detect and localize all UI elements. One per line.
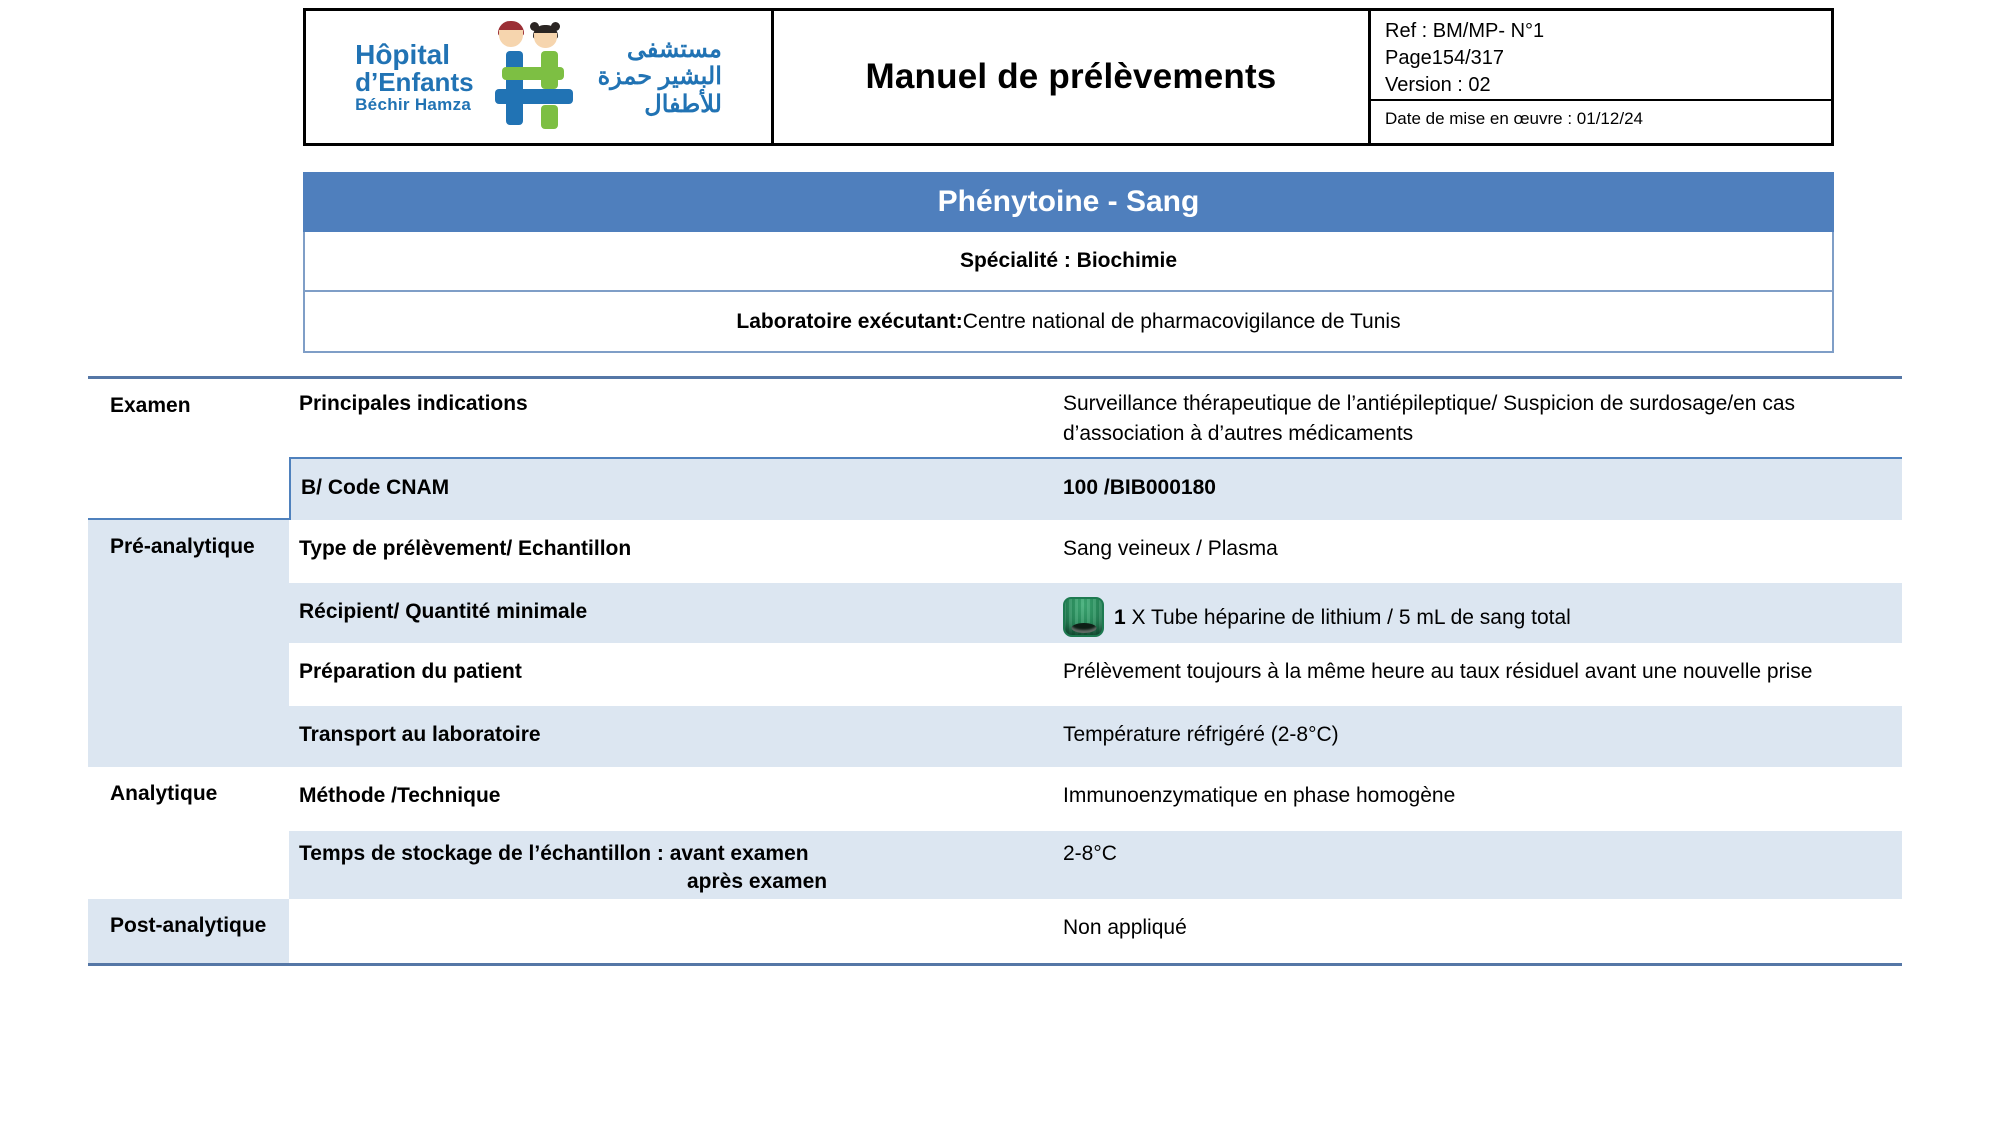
monogram-blue-horizontal-bar <box>495 89 573 104</box>
hospital-name-arabic <box>598 36 722 119</box>
page-number: Page154/317 <box>1385 47 1505 69</box>
row-label-type-prelevement: Type de prélèvement/ Echantillon <box>289 520 1055 583</box>
hospital-children-monogram-icon <box>486 21 586 133</box>
row-label-methode: Méthode /Technique <box>289 767 1055 831</box>
hospital-logo <box>306 11 774 143</box>
row-value-methode: Immunoenzymatique en phase homogène <box>1055 767 1902 831</box>
row-value-code-cnam: 100 /BIB000180 <box>1055 457 1902 520</box>
row-label-post <box>289 899 1055 963</box>
hospital-name-french <box>355 38 474 114</box>
green-heparin-tube-cap-icon <box>1063 597 1104 637</box>
tube-description: X Tube héparine de lithium / 5 mL de sang total <box>1125 605 1571 629</box>
group-pre-analytique: Pré-analytique <box>88 520 289 767</box>
logo-arabic-line-1: مستشفى <box>626 35 722 63</box>
row-label-recipient: Récipient/ Quantité minimale <box>289 583 1055 643</box>
group-analytique: Analytique <box>88 767 289 899</box>
executing-lab-row <box>303 292 1834 353</box>
logo-arabic-line-3: للأطفال <box>644 90 722 118</box>
boy-face-icon <box>499 30 523 47</box>
reference-top <box>1371 11 1831 101</box>
row-value-preparation: Prélèvement toujours à la même heure au taux résiduel avant une nouvelle prise <box>1055 643 1902 706</box>
logo-line-3: Béchir Hamza <box>355 94 472 114</box>
speciality-row <box>303 232 1834 292</box>
tube-count: 1 <box>1114 605 1126 629</box>
row-value-indications: Surveillance thérapeutique de l’antiépileptique/ Suspicion de surdosage/en cas d’association à d’autres médicaments <box>1055 379 1902 457</box>
monogram-green-lower-bar <box>541 105 558 129</box>
ref-number: Ref : BM/MP- N°1 <box>1385 20 1545 42</box>
document-title: Manuel de prélèvements <box>865 57 1277 96</box>
manual-title-cell <box>774 11 1371 143</box>
row-value-stockage: 2-8°C <box>1055 831 1902 899</box>
implementation-date: Date de mise en œuvre : 01/12/24 <box>1385 109 1643 128</box>
row-label-indications: Principales indications <box>289 379 1055 457</box>
logo-line-1: Hôpital <box>355 38 450 70</box>
monogram-green-horizontal-bar <box>502 67 564 80</box>
row-label-transport: Transport au laboratoire <box>289 706 1055 767</box>
analyte-title: Phénytoine - Sang <box>937 185 1200 218</box>
analyte-title-bar <box>303 172 1834 232</box>
document-header <box>303 8 1834 146</box>
reference-block <box>1371 11 1831 143</box>
logo-arabic-line-2: البشير حمزة <box>597 63 722 91</box>
group-post-analytique: Post-analytique <box>88 899 289 963</box>
girl-face-icon <box>534 33 557 48</box>
speciality-text: Spécialité : Biochimie <box>959 249 1178 272</box>
lab-label: Laboratoire exécutant: <box>736 309 963 333</box>
row-value-recipient <box>1055 583 1902 643</box>
logo-line-2: d’Enfants <box>355 67 474 98</box>
stockage-line-2: après examen <box>687 870 828 893</box>
stockage-line-1: Temps de stockage de l’échantillon : avant examen <box>299 842 809 865</box>
group-examen: Examen <box>88 379 289 520</box>
recipient-text <box>1114 604 1571 631</box>
sampling-spec-table <box>88 376 1902 966</box>
analyte-banner <box>303 172 1834 353</box>
hospital-logo-content <box>355 21 722 133</box>
row-value-transport: Température réfrigéré (2-8°C) <box>1055 706 1902 767</box>
row-label-code-cnam: B/ Code CNAM <box>289 457 1055 520</box>
row-label-preparation: Préparation du patient <box>289 643 1055 706</box>
row-label-stockage <box>289 831 1055 899</box>
version-number: Version : 02 <box>1385 74 1491 96</box>
monogram-blue-vertical-bar <box>506 51 523 125</box>
lab-value: Centre national de pharmacovigilance de Tunis <box>962 309 1401 333</box>
row-value-post: Non appliqué <box>1055 899 1902 963</box>
row-value-type-prelevement: Sang veineux / Plasma <box>1055 520 1902 583</box>
